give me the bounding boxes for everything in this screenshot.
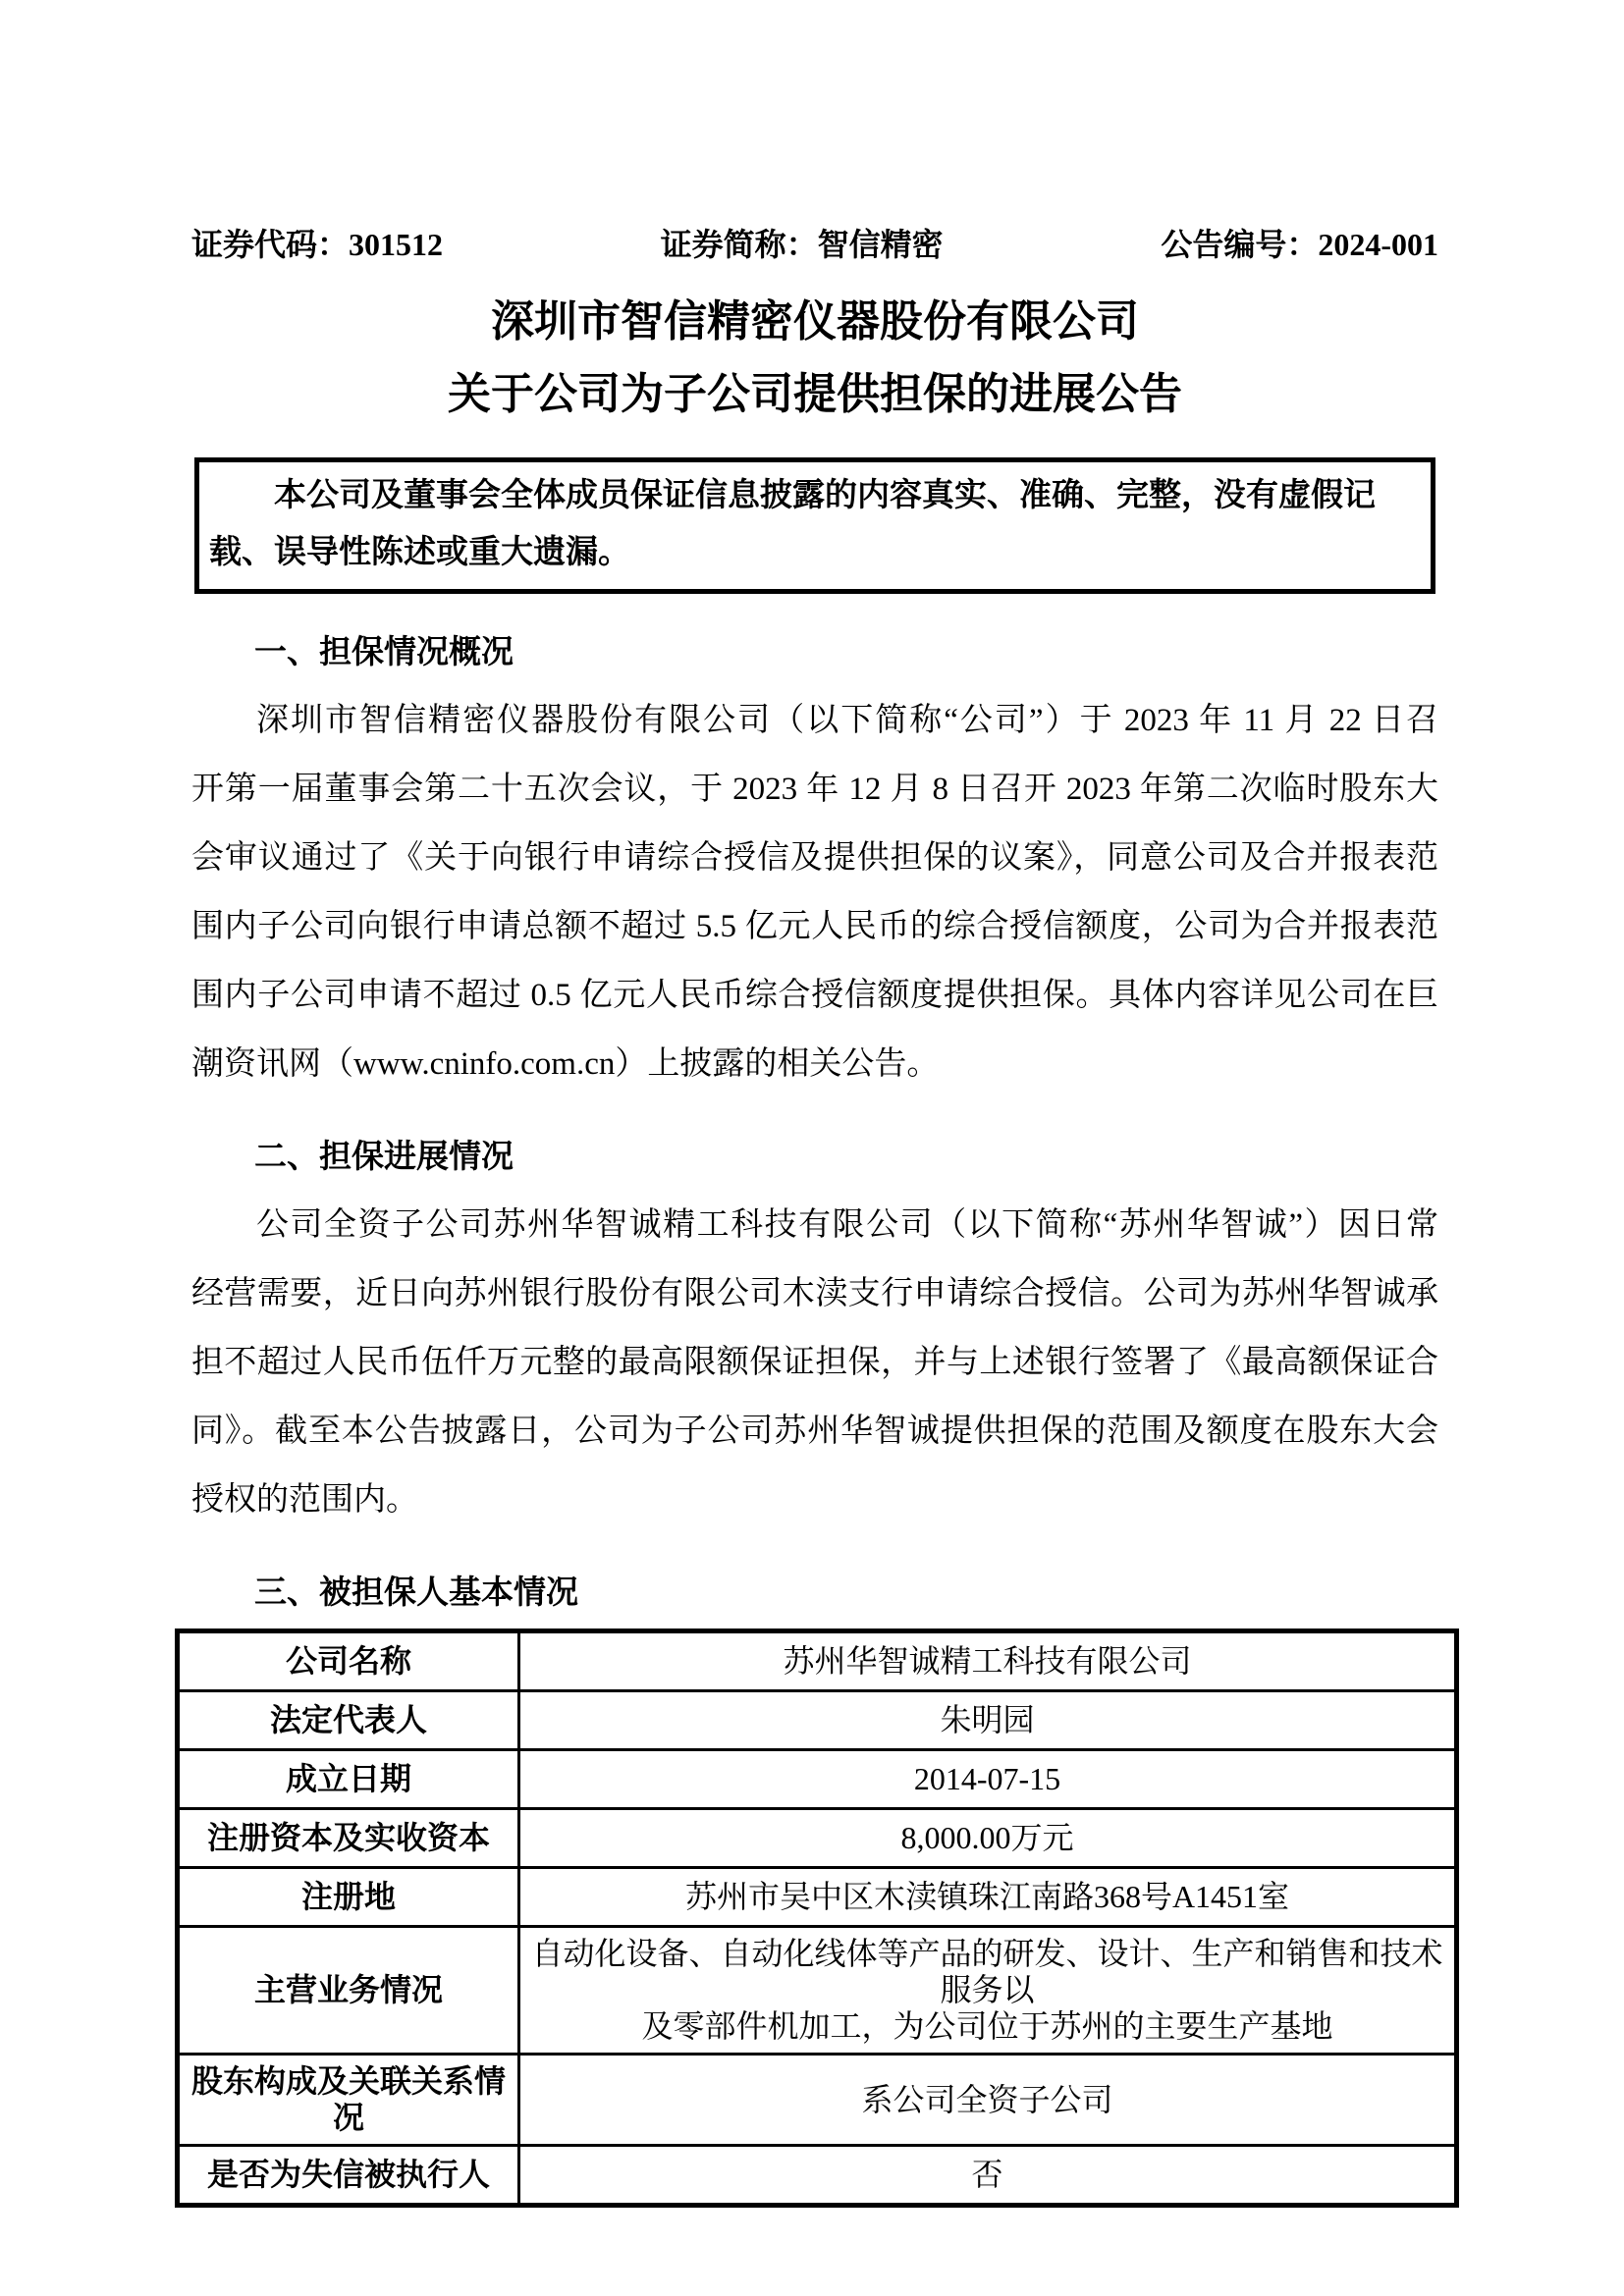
cell-line: 自动化设备、自动化线体等产品的研发、设计、生产和销售和技术服务以 <box>531 1936 1443 2007</box>
row-label-cell <box>178 2146 519 2206</box>
paragraph-line: 同》。截至本公告披露日，公司为子公司苏州华智诚提供担保的范围及额度在股东大会 <box>191 1414 1438 1449</box>
paragraph <box>191 1191 1438 1534</box>
section-heading: 三、被担保人基本情况 <box>254 1575 578 1611</box>
table-row <box>178 1631 1457 1691</box>
row-label-cell <box>178 1927 519 2055</box>
paragraph-line: 经营需要，近日向苏州银行股份有限公司木渎支行申请综合授信。公司为苏州华智诚承 <box>191 1276 1438 1311</box>
row-value-cell <box>519 1868 1457 1927</box>
row-value-cell <box>519 2146 1457 2206</box>
row-label-cell <box>178 1631 519 1691</box>
cell-line: 苏州市吴中区木渎镇珠江南路368号A1451室 <box>684 1879 1290 1914</box>
document-header <box>191 227 1438 262</box>
row-label-cell <box>178 2055 519 2146</box>
cell-line: 主营业务情况 <box>253 1972 443 2007</box>
cell-line: 及零部件机加工，为公司位于苏州的主要生产基地 <box>641 2008 1333 2044</box>
row-value-cell <box>519 1809 1457 1868</box>
paragraph-line: 深圳市智信精密仪器股份有限公司（以下简称“公司”）于 2023 年 11 月 22 日召 <box>256 703 1438 738</box>
table-row <box>178 1691 1457 1750</box>
row-label-cell <box>178 1809 519 1868</box>
table-row <box>178 1927 1457 2055</box>
document-content <box>190 0 1443 2208</box>
row-label-cell <box>178 1868 519 1927</box>
cell-line: 公司名称 <box>285 1643 411 1679</box>
cell-line: 否 <box>971 2157 1003 2192</box>
row-label-cell <box>178 1750 519 1809</box>
stock-code: 证券代码：301512 <box>191 227 444 262</box>
cell-line: 是否为失信被执行人 <box>206 2157 490 2192</box>
cell-line: 成立日期 <box>285 1761 411 1796</box>
row-value-cell <box>519 1691 1457 1750</box>
paragraph-line: 围内子公司向银行申请总额不超过 5.5 亿元人民币的综合授信额度，公司为合并报表范 <box>191 909 1438 944</box>
table-row <box>178 1868 1457 1927</box>
section-heading: 一、担保情况概况 <box>254 635 514 670</box>
cell-line: 2014-07-15 <box>913 1761 1061 1796</box>
announcement-number: 公告编号：2024-001 <box>1161 227 1438 262</box>
paragraph-line: 担不超过人民币伍仟万元整的最高限额保证担保，并与上述银行签署了《最高额保证合 <box>191 1345 1438 1380</box>
disclaimer-line: 本公司及董事会全体成员保证信息披露的内容真实、准确、完整，没有虚假记 <box>274 478 1376 513</box>
guaranteed-party-info-table <box>175 1629 1459 2208</box>
cell-line: 系公司全资子公司 <box>861 2081 1113 2117</box>
paragraph <box>191 686 1438 1098</box>
paragraph-line: 潮资讯网（www.cninfo.com.cn）上披露的相关公告。 <box>191 1046 940 1082</box>
cell-line: 股东构成及关联关系情 <box>190 2063 506 2099</box>
row-value-cell <box>519 2055 1457 2146</box>
cell-line: 注册地 <box>300 1879 396 1914</box>
table-row <box>178 1750 1457 1809</box>
row-value-cell <box>519 1631 1457 1691</box>
cell-line: 朱明园 <box>940 1702 1035 1737</box>
row-label-cell <box>178 1691 519 1750</box>
table-row <box>178 1809 1457 1868</box>
paragraph-line: 围内子公司申请不超过 0.5 亿元人民币综合授信额度提供担保。具体内容详见公司在巨 <box>191 978 1438 1013</box>
table-row <box>178 2146 1457 2206</box>
company-name-title: 深圳市智信精密仪器股份有限公司 <box>491 297 1139 346</box>
table-row <box>178 2055 1457 2146</box>
announcement-subject-title: 关于公司为子公司提供担保的进展公告 <box>448 370 1182 418</box>
paragraph-line: 开第一届董事会第二十五次会议，于 2023 年 12 月 8 日召开 2023 年第二次临时股东大 <box>191 772 1438 807</box>
cell-line: 况 <box>332 2100 364 2135</box>
cell-line: 8,000.00万元 <box>900 1820 1074 1855</box>
stock-short-name: 证券简称：智信精密 <box>660 227 944 262</box>
section-heading: 二、担保进展情况 <box>254 1140 514 1175</box>
row-value-cell <box>519 1927 1457 2055</box>
paragraph-line: 会审议通过了《关于向银行申请综合授信及提供担保的议案》，同意公司及合并报表范 <box>191 840 1438 876</box>
disclaimer-box <box>194 457 1435 594</box>
paragraph-line: 授权的范围内。 <box>191 1482 418 1518</box>
cell-line: 苏州华智诚精工科技有限公司 <box>783 1643 1192 1679</box>
paragraph-line: 公司全资子公司苏州华智诚精工科技有限公司（以下简称“苏州华智诚”）因日常 <box>256 1207 1438 1243</box>
cell-line: 注册资本及实收资本 <box>206 1820 490 1855</box>
disclaimer-line: 载、误导性陈述或重大遗漏。 <box>209 535 630 570</box>
row-value-cell <box>519 1750 1457 1809</box>
document-sections <box>191 633 1438 1613</box>
cell-line: 法定代表人 <box>269 1702 427 1737</box>
